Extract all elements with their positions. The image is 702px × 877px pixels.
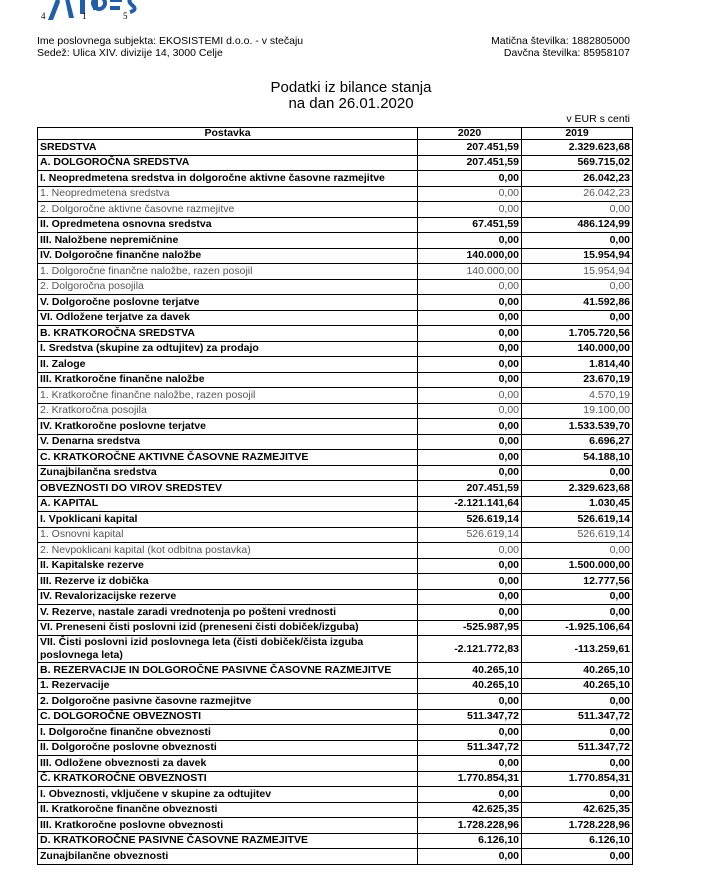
row-value-2020: 0,00: [418, 589, 522, 605]
row-label: II. Dolgoročne poslovne obveznosti: [38, 740, 418, 756]
row-value-2020: 0,00: [418, 725, 522, 741]
row-value-2020: 0,00: [418, 558, 522, 574]
ajpes-logo-graphic: [36, 0, 146, 22]
row-value-2020: 0,00: [418, 186, 522, 202]
table-row: [38, 771, 633, 787]
row-value-2019: 2.329.623,68: [522, 481, 633, 497]
table-row: [38, 512, 633, 528]
company-address: Sedež: Ulica XIV. divizije 14, 3000 Celje: [37, 47, 223, 59]
table-row: [38, 202, 633, 218]
row-value-2020: 511.347,72: [418, 709, 522, 725]
table-row: [38, 186, 633, 202]
row-value-2019: 0,00: [522, 605, 633, 621]
row-value-2020: 0,00: [418, 543, 522, 559]
row-value-2019: 0,00: [522, 543, 633, 559]
row-value-2019: 511.347,72: [522, 709, 633, 725]
row-value-2019: 40.265,10: [522, 678, 633, 694]
table-row: [38, 481, 633, 497]
table-row: [38, 589, 633, 605]
table-row: [38, 171, 633, 187]
table-row: [38, 694, 633, 710]
row-label: III. Rezerve iz dobička: [38, 574, 418, 590]
table-row: [38, 496, 633, 512]
col-header-2020: 2020: [418, 128, 522, 140]
row-value-2019: 6.696,27: [522, 434, 633, 450]
table-row: [38, 295, 633, 311]
table-row: [38, 636, 633, 663]
row-value-2019: 41.592,86: [522, 295, 633, 311]
row-label: IV. Kratkoročne poslovne terjatve: [38, 419, 418, 435]
row-value-2020: 0,00: [418, 450, 522, 466]
table-row: [38, 264, 633, 280]
row-value-2019: 0,00: [522, 202, 633, 218]
ajpes-logo: [36, 0, 146, 22]
row-label: 1. Rezervacije: [38, 678, 418, 694]
row-value-2020: 526.619,14: [418, 527, 522, 543]
row-value-2019: 26.042,23: [522, 186, 633, 202]
table-row: [38, 372, 633, 388]
row-value-2020: -2.121.772,83: [418, 636, 522, 663]
row-value-2019: 15.954,94: [522, 264, 633, 280]
row-value-2019: 0,00: [522, 849, 633, 865]
table-row: [38, 756, 633, 772]
row-value-2020: -525.987,95: [418, 620, 522, 636]
row-label: III. Naložbene nepremičnine: [38, 233, 418, 249]
row-value-2020: 1.770.854,31: [418, 771, 522, 787]
row-label: 2. Kratkoročna posojila: [38, 403, 418, 419]
row-label: III. Odložene obveznosti za davek: [38, 756, 418, 772]
table-row: [38, 434, 633, 450]
row-value-2020: 0,00: [418, 295, 522, 311]
row-label: 2. Dolgoročne pasivne časovne razmejitve: [38, 694, 418, 710]
row-value-2019: 486.124,99: [522, 217, 633, 233]
col-header-postavka: Postavka: [38, 128, 418, 140]
row-label: III. Kratkoročne poslovne obveznosti: [38, 818, 418, 834]
row-value-2019: 0,00: [522, 725, 633, 741]
svg-text:4: 4: [41, 11, 46, 21]
table-row: [38, 802, 633, 818]
row-label: 1. Neopredmetena sredstva: [38, 186, 418, 202]
row-label: II. Zaloge: [38, 357, 418, 373]
table-row: [38, 527, 633, 543]
row-label: Zunajbilančne obveznosti: [38, 849, 418, 865]
row-value-2020: 0,00: [418, 419, 522, 435]
table-row: [38, 357, 633, 373]
row-value-2019: 6.126,10: [522, 833, 633, 849]
row-value-2019: 0,00: [522, 756, 633, 772]
row-label: 1. Osnovni kapital: [38, 527, 418, 543]
company-name: Ime poslovnega subjekta: EKOSISTEMI d.o.o. - v stečaju: [37, 35, 304, 47]
row-label: I. Obveznosti, vključene v skupine za odtujitev: [38, 787, 418, 803]
row-value-2020: 6.126,10: [418, 833, 522, 849]
table-row: [38, 833, 633, 849]
row-value-2020: 0,00: [418, 326, 522, 342]
row-value-2019: 0,00: [522, 233, 633, 249]
row-label: B. KRATKOROČNA SREDSTVA: [38, 326, 418, 342]
table-row: [38, 419, 633, 435]
row-value-2019: 19.100,00: [522, 403, 633, 419]
table-row: [38, 155, 633, 171]
table-row: [38, 849, 633, 865]
row-value-2019: 0,00: [522, 694, 633, 710]
row-label: B. REZERVACIJE IN DOLGOROČNE PASIVNE ČASOVNE RAZMEJITVE: [38, 663, 418, 679]
row-value-2019: 511.347,72: [522, 740, 633, 756]
title-line-2: na dan 26.01.2020: [288, 95, 414, 112]
table-row: [38, 620, 633, 636]
row-label: VI. Odložene terjatve za davek: [38, 310, 418, 326]
table-row: [38, 709, 633, 725]
table-row: [38, 233, 633, 249]
table-row: [38, 543, 633, 559]
row-label: IV. Dolgoročne finančne naložbe: [38, 248, 418, 264]
row-value-2019: 140.000,00: [522, 341, 633, 357]
balance-sheet-table: [37, 127, 633, 865]
row-value-2019: 15.954,94: [522, 248, 633, 264]
row-value-2020: 0,00: [418, 279, 522, 295]
row-value-2020: 0,00: [418, 605, 522, 621]
row-label: I. Neopredmetena sredstva in dolgoročne aktivne časovne razmejitve: [38, 171, 418, 187]
row-value-2020: 207.451,59: [418, 481, 522, 497]
table-header-row: [38, 128, 633, 140]
row-label: V. Denarna sredstva: [38, 434, 418, 450]
row-value-2019: 12.777,56: [522, 574, 633, 590]
svg-text:1: 1: [82, 11, 87, 21]
row-label: 2. Nevpoklicani kapital (kot odbitna postavka): [38, 543, 418, 559]
row-value-2019: 4.570,19: [522, 388, 633, 404]
row-label: III. Kratkoročne finančne naložbe: [38, 372, 418, 388]
table-row: [38, 818, 633, 834]
svg-text:5: 5: [123, 11, 128, 21]
table-row: [38, 279, 633, 295]
title-line-1: Podatki iz bilance stanja: [270, 79, 432, 96]
currency-unit: v EUR s centi: [566, 113, 630, 125]
row-value-2020: 0,00: [418, 171, 522, 187]
row-value-2020: 0,00: [418, 388, 522, 404]
row-value-2019: 2.329.623,68: [522, 140, 633, 156]
row-value-2019: 1.500.000,00: [522, 558, 633, 574]
row-value-2020: 0,00: [418, 465, 522, 481]
row-label: D. KRATKOROČNE PASIVNE ČASOVNE RAZMEJITVE: [38, 833, 418, 849]
row-value-2019: 42.625,35: [522, 802, 633, 818]
row-value-2020: 526.619,14: [418, 512, 522, 528]
row-value-2019: 40.265,10: [522, 663, 633, 679]
row-label: 2. Dolgoročne aktivne časovne razmejitve: [38, 202, 418, 218]
maticna-stevilka: Matična številka: 1882805000: [491, 35, 630, 47]
row-label: I. Dolgoročne finančne obveznosti: [38, 725, 418, 741]
table-row: [38, 310, 633, 326]
table-row: [38, 326, 633, 342]
row-label: VII. Čisti poslovni izid poslovnega leta (čisti dobiček/čista izguba poslovnega leta): [38, 636, 418, 663]
row-value-2020: 1.728.228,96: [418, 818, 522, 834]
row-value-2020: 0,00: [418, 849, 522, 865]
row-label: A. DOLGOROČNA SREDSTVA: [38, 155, 418, 171]
row-label: V. Rezerve, nastale zaradi vrednotenja po pošteni vrednosti: [38, 605, 418, 621]
row-label: II. Kapitalske rezerve: [38, 558, 418, 574]
row-label: V. Dolgoročne poslovne terjatve: [38, 295, 418, 311]
row-value-2020: 0,00: [418, 233, 522, 249]
row-value-2019: 1.705.720,56: [522, 326, 633, 342]
table-row: [38, 574, 633, 590]
table-row: [38, 787, 633, 803]
document-title: [0, 80, 702, 112]
row-value-2020: 67.451,59: [418, 217, 522, 233]
row-value-2019: 26.042,23: [522, 171, 633, 187]
table-row: [38, 140, 633, 156]
row-value-2020: 0,00: [418, 694, 522, 710]
row-value-2020: 140.000,00: [418, 264, 522, 280]
row-value-2020: 40.265,10: [418, 678, 522, 694]
row-value-2020: 0,00: [418, 341, 522, 357]
row-label: I. Sredstva (skupine za odtujitev) za prodajo: [38, 341, 418, 357]
row-value-2020: 0,00: [418, 434, 522, 450]
row-value-2020: 0,00: [418, 310, 522, 326]
row-value-2020: 0,00: [418, 787, 522, 803]
row-value-2020: 207.451,59: [418, 140, 522, 156]
row-label: II. Kratkoročne finančne obveznosti: [38, 802, 418, 818]
row-value-2019: 0,00: [522, 589, 633, 605]
table-row: [38, 465, 633, 481]
row-value-2019: -113.259,61: [522, 636, 633, 663]
row-value-2020: 40.265,10: [418, 663, 522, 679]
row-value-2020: 0,00: [418, 403, 522, 419]
row-label: II. Opredmetena osnovna sredstva: [38, 217, 418, 233]
row-value-2019: 526.619,14: [522, 527, 633, 543]
row-value-2019: 1.814,40: [522, 357, 633, 373]
row-value-2019: 0,00: [522, 787, 633, 803]
table-row: [38, 678, 633, 694]
row-label: A. KAPITAL: [38, 496, 418, 512]
company-ids: [491, 35, 630, 59]
row-value-2019: 1.533.539,70: [522, 419, 633, 435]
table-row: [38, 450, 633, 466]
row-value-2020: 511.347,72: [418, 740, 522, 756]
row-label: OBVEZNOSTI DO VIROV SREDSTEV: [38, 481, 418, 497]
table-row: [38, 558, 633, 574]
table-row: [38, 663, 633, 679]
row-value-2019: 1.030,45: [522, 496, 633, 512]
table-row: [38, 341, 633, 357]
row-value-2019: 0,00: [522, 279, 633, 295]
row-value-2020: -2.121.141,64: [418, 496, 522, 512]
row-label: IV. Revalorizacijske rezerve: [38, 589, 418, 605]
row-value-2019: 23.670,19: [522, 372, 633, 388]
table-row: [38, 605, 633, 621]
row-value-2020: 140.000,00: [418, 248, 522, 264]
company-info: [37, 35, 303, 59]
row-value-2019: 0,00: [522, 310, 633, 326]
table-row: [38, 740, 633, 756]
row-value-2020: 207.451,59: [418, 155, 522, 171]
table-row: [38, 403, 633, 419]
davcna-stevilka: Davčna številka: 85958107: [503, 47, 630, 59]
row-value-2019: 526.619,14: [522, 512, 633, 528]
col-header-2019: 2019: [522, 128, 633, 140]
row-label: I. Vpoklicani kapital: [38, 512, 418, 528]
row-value-2019: 54.188,10: [522, 450, 633, 466]
table-body: [38, 140, 633, 865]
row-label: VI. Preneseni čisti poslovni izid (preneseni čisti dobiček/izguba): [38, 620, 418, 636]
row-label: C. DOLGOROČNE OBVEZNOSTI: [38, 709, 418, 725]
table-row: [38, 388, 633, 404]
row-label: SREDSTVA: [38, 140, 418, 156]
row-value-2019: -1.925.106,64: [522, 620, 633, 636]
row-value-2020: 42.625,35: [418, 802, 522, 818]
row-label: 2. Dolgoročna posojila: [38, 279, 418, 295]
table-row: [38, 248, 633, 264]
row-label: 1. Dolgoročne finančne naložbe, razen posojil: [38, 264, 418, 280]
table-row: [38, 217, 633, 233]
row-value-2019: 569.715,02: [522, 155, 633, 171]
row-label: Č. KRATKOROČNE OBVEZNOSTI: [38, 771, 418, 787]
row-value-2020: 0,00: [418, 574, 522, 590]
row-value-2020: 0,00: [418, 372, 522, 388]
row-value-2019: 1.770.854,31: [522, 771, 633, 787]
table-row: [38, 725, 633, 741]
row-value-2020: 0,00: [418, 756, 522, 772]
row-value-2020: 0,00: [418, 202, 522, 218]
row-value-2020: 0,00: [418, 357, 522, 373]
row-value-2019: 0,00: [522, 465, 633, 481]
row-label: 1. Kratkoročne finančne naložbe, razen posojil: [38, 388, 418, 404]
row-value-2019: 1.728.228,96: [522, 818, 633, 834]
row-label: C. KRATKOROČNE AKTIVNE ČASOVNE RAZMEJITVE: [38, 450, 418, 466]
row-label: Zunajbilančna sredstva: [38, 465, 418, 481]
